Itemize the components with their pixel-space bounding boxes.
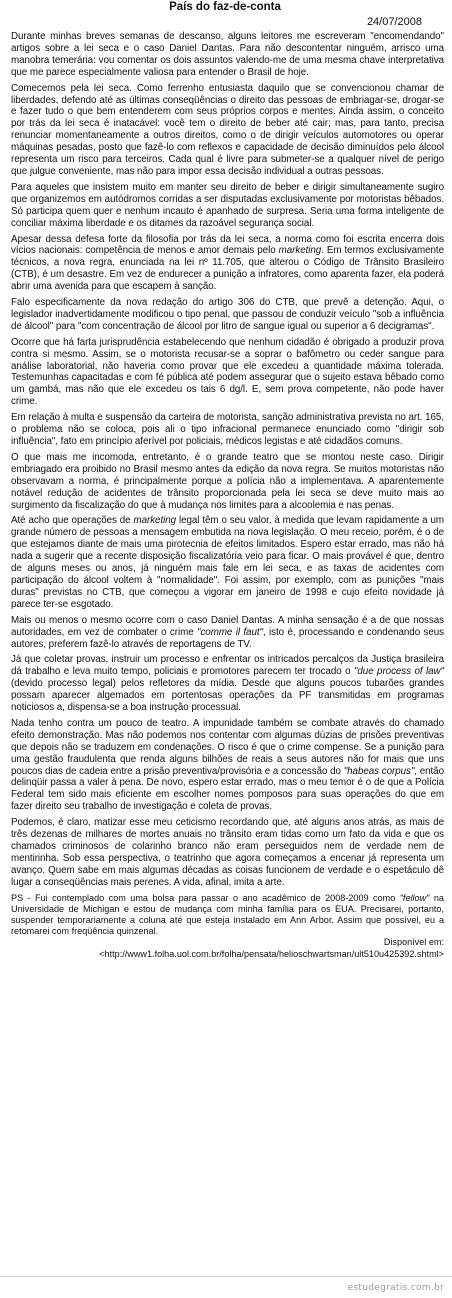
paragraph-1: Durante minhas breves semanas de descanso, alguns leitores me escreveram "encomendando" artigos sobre a lei seca e o caso Daniel Dantas. Para não descontentar ninguém, arrisco uma manobra temerária: vou comentar os dois assuntos valendo-me de uma mesma chave interpretativa que me parece especialmente valiosa para entender o Brasil de hoje.: [11, 31, 444, 78]
paragraph-9-text-a: Até acho que operações de: [11, 515, 134, 527]
paragraph-11-text-b: (devido processo legal) pelos refletores da mídia. Desde que alguns poucos tubarões grandes possam aparecer algemados em portentosas operações da PF transmitidas em programas noticiosos a, dispensa-se a boa instrução processual.: [11, 678, 444, 714]
article-date: 24/07/2008: [366, 16, 422, 28]
article-body: [11, 31, 444, 960]
source-label: Disponível em:: [383, 937, 444, 948]
paragraph-9: [11, 515, 444, 610]
paragraph-12-text-a: Nada tenho contra um pouco de teatro. A impunidade também se combate através do chamado efeito demonstração. Mas não podemos nos contentar com algumas dúzias de prisões preventivas que depois não se traduzem em condenações. O risco é que o crime compense. Se a punição para uma gestão fraudulenta que renda alguns bilhões de reais a seus autores não for mais que uns poucos dias de cadeia entre a prisão preventiva/provisória e a concessão do: [11, 717, 444, 777]
postscript-text-b: na Universidade de Michigan e estou de mudança com minha família para os EUA. Precisarei, portanto, suspender temporariamente a coluna até que esteja instalado em Ann Arbor. Assim que possível, eu a retomarei com freqüência quinzenal.: [11, 892, 444, 937]
paragraph-13: Podemos, é claro, matizar esse meu ceticismo recordando que, até alguns anos atrás, as mais de três dezenas de milhares de mortes anuais no trânsito eram tidas como um fato da vida e que os chamados criminosos de colarinho branco não eram perseguidos nem de verdade nem de mentirinha. Sob essa perspectiva, o teatrinho que agora começamos a encenar já representa um avanço. Quem sabe em mais algumas décadas as coisas funcionem de verdade e o espetáculo dê lugar a conseqüências mais perenes. A vida, afinal, imita a arte.: [11, 817, 444, 888]
paragraph-4-emphasis: marketing: [278, 245, 322, 257]
postscript-emphasis: "fellow": [399, 892, 430, 903]
paragraph-11-text-a: Já que coletar provas, instruir um processo e enfrentar os intricados percalços da Justiça brasileira dá trabalho e leva muito tempo, policiais e promotores parecem ter trocado o: [11, 654, 444, 678]
paragraph-11: [11, 654, 444, 714]
paragraph-4: [11, 234, 444, 294]
paragraph-9-emphasis: marketing: [133, 515, 177, 527]
article-title: País do faz-de-conta: [169, 1, 281, 13]
paragraph-4-text-b: . Em termos exclusivamente técnicos, a nova regra, enunciada na lei nº 11.705, que alterou o Código de Trânsito Brasileiro (CTB), é um desastre. Em vez de endurecer a punição a infratores, como aparenta fazer, ela poderá abrir uma avenida para que escapem à sanção.: [11, 245, 444, 293]
paragraph-12: [11, 718, 444, 813]
paragraph-8: O que mais me incomoda, entretanto, é o grande teatro que se montou neste caso. Dirigir embriagado era proibido no Brasil mesmo antes da edição da nova regra. Se muitos motoristas não observavam a norma, é principalmente porque a polícia não a implementava. A aparentemente notável redução de acidentes de trânsito proporcionada pela lei seca se deve muito mais ao surgimento da fiscalização do que à mudança nos limites para a alcoolemia e nas penas.: [11, 451, 444, 511]
paragraph-12-emphasis: "habeas corpus": [343, 765, 415, 777]
paragraph-11-emphasis: "due process of law": [353, 666, 444, 678]
paragraph-12-text-b: , então delinqüir passa a valer à pena. De novo, espero estar errado, mas o meu temor é o de que a Polícia Federal tem sido mais eficiente em escolher nomes pomposos para suas operações do que em fazer direito seu trabalho de investigação e coleta de provas.: [11, 765, 444, 813]
paragraph-9-text-b: legal têm o seu valor, à medida que levam rapidamente a um grande número de pessoas a mensagem embutida na nova legislação. O meu receio, porém, é o de que estejamos diante de mais uma pirotecnia de efeitos limitados. Espero estar errado, mas não há nada a sugerir que a recente disposição fiscalizatória veio para ficar. O mais provável é que, dentro de alguns meses ou anos, já ninguém mais fale em lei seca, e as taxas de acidentes com participação do álcool voltem à "normalidade". Foi assim, por exemplo, com as punições "mais duras" previstas no CTB, que começou a vigorar em janeiro de 1998 e cujo efeito novidade já parece ter-se esgotado.: [11, 515, 444, 610]
paragraph-3: Para aqueles que insistem muito em manter seu direito de beber e dirigir simultaneamente sugiro que organizemos em autódromos corridas a ser disputadas exclusivamente por motoristas bêbados. Só participa quem quer e nenhum incauto é apanhado de surpresa. Seria uma forma inteligente de conciliar máxima liberdade e os ditames da razoável segurança social.: [11, 181, 444, 229]
paragraph-10: [11, 615, 444, 651]
article: [4, 0, 446, 960]
paragraph-5: Falo especificamente da nova redação do artigo 306 do CTB, que prevê a detenção. Aqui, o legislador inadvertidamente modificou o tipo penal, que passou de conduzir veículo "sob a influência de álcool" para "com concentração de álcool por litro de sangue igual ou superior a 6 decigramas".: [11, 297, 444, 332]
paragraph-6: Ocorre que há farta jurisprudência estabelecendo que nenhum cidadão é obrigado a produzir prova contra si mesmo. Assim, se o motorista recusar-se a soprar o bafômetro ou ceder sangue para análise laboratorial, não haveria como provar que ele excedeu a quantidade máxima tolerada. Testemunhas capacitadas e com fé pública até podem assegurar que o sujeito estava bêbado como um gambá, mas não que ele excedeu os tais 6 dg/l. E, sem prova competente, não pode haver crime.: [11, 336, 444, 408]
paragraph-10-text-a: Mais ou menos o mesmo ocorre com o caso Daniel Dantas. A minha sensação é a de que nossas autoridades, em vez de combater o crime: [11, 614, 444, 638]
paragraph-4-text-a: Apesar dessa defesa forte da filosofia por trás da lei seca, a norma como foi escrita encerra dois vícios nacionais: competência de menos e amor demais pelo: [11, 233, 444, 257]
paragraph-7: Em relação à multa e suspensão da carteira de motorista, sanção administrativa prevista no art. 165, o problema não se coloca, pois ali o tipo infracional permanece enunciado como "dirigir sob influência", fato em princípio aferível por policiais, médicos legistas e até cidadãos comuns.: [11, 412, 444, 447]
postscript: [11, 893, 444, 938]
paragraph-2: Comecemos pela lei seca. Como ferrenho entusiasta daquilo que se convencionou chamar de liberdades, defendo até as últimas conseqüências o direito das pessoas de embriagar-se, drogar-se e fazer tudo o que bem entenderem com seus próprios corpos e mentes. Ainda assim, o conceito por trás da lei seca é inatacável: você tem o direito de beber até cair; mas, para tanto, precisa renunciar momentaneamente a outros direitos, como o de dirigir veículos automotores ou operar máquinas pesadas, posto que fazê-lo com reflexos e capacidade de decisão diminuídos pelo álcool representa um risco para terceiros. Cada qual é livre para submeter-se a qualquer nível de perigo que julgue conveniente, mas não para impor essa decisão individual a outras pessoas.: [11, 82, 444, 177]
footer-divider: [0, 1276, 452, 1277]
paragraph-10-emphasis: "comme il faut": [197, 626, 263, 638]
site-watermark: estudegratis.com.br: [347, 1283, 444, 1293]
source-url: <http://www1.folha.uol.com.br/folha/pensata/helioschwartsman/ult510u425392.shtml>: [99, 948, 444, 959]
paragraph-10-text-b: , isto é, processando e condenando seus autores, preferem fazê-lo através de reportagens de TV.: [11, 626, 444, 650]
postscript-text-a: PS - Fui contemplado com uma bolsa para passar o ano acadêmico de 2008-2009 como: [11, 892, 400, 903]
